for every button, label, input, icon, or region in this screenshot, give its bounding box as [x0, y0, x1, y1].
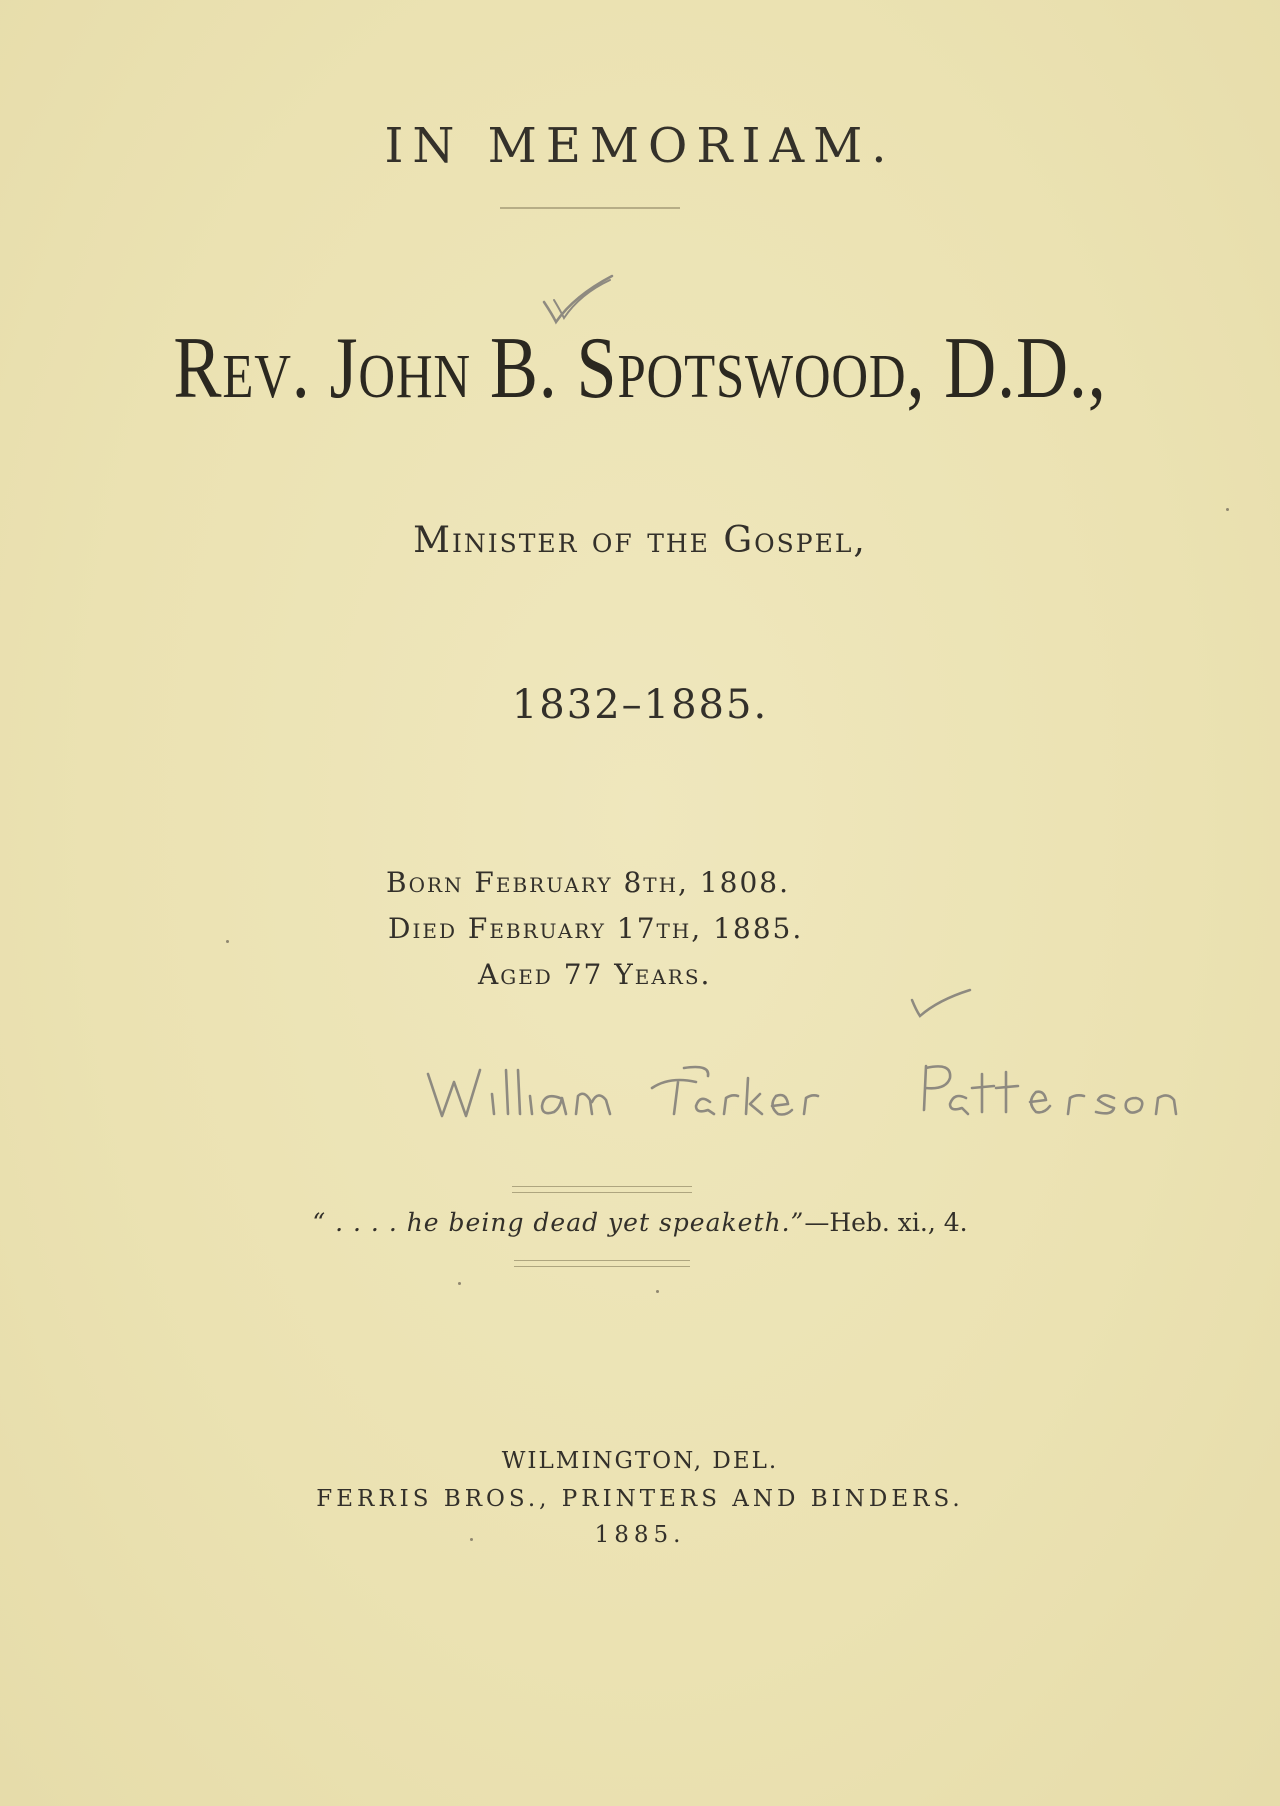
heading-rule: [500, 207, 680, 209]
paper-speck: [470, 1538, 473, 1541]
imprint-printer: FERRIS BROS., PRINTERS AND BINDERS.: [316, 1486, 964, 1512]
life-years: 1832–1885.: [511, 682, 769, 728]
quote-rule-top-1: [512, 1186, 692, 1187]
imprint-year: 1885.: [594, 1522, 686, 1548]
imprint-place: WILMINGTON, DEL.: [501, 1448, 779, 1474]
pencil-check-mark-signature: [908, 986, 978, 1026]
born-date: Born February 8th, 1808.: [386, 866, 790, 899]
quote-text: “ . . . . he being dead yet speaketh.”: [312, 1208, 805, 1237]
heading-in-memoriam: IN MEMORIAM.: [384, 118, 896, 174]
paper-speck: [1226, 508, 1229, 511]
quote-rule-bottom-1: [514, 1260, 690, 1261]
handwritten-signature: [420, 1048, 1210, 1138]
age-at-death: Aged 77 Years.: [478, 958, 712, 991]
paper-speck: [458, 1282, 461, 1285]
honoree-name: Rev. John B. Spotswood, D.D.,: [173, 320, 1107, 417]
death-date: Died February 17th, 1885.: [388, 912, 804, 945]
subtitle-minister: Minister of the Gospel,: [413, 520, 867, 561]
quote-reference: —Heb. xi., 4.: [804, 1208, 968, 1237]
quote-rule-bottom-2: [514, 1266, 690, 1267]
paper-speck: [656, 1290, 659, 1293]
epigraph-quote: [0, 1208, 1280, 1237]
paper-speck: [226, 940, 229, 943]
quote-rule-top-2: [512, 1192, 692, 1193]
